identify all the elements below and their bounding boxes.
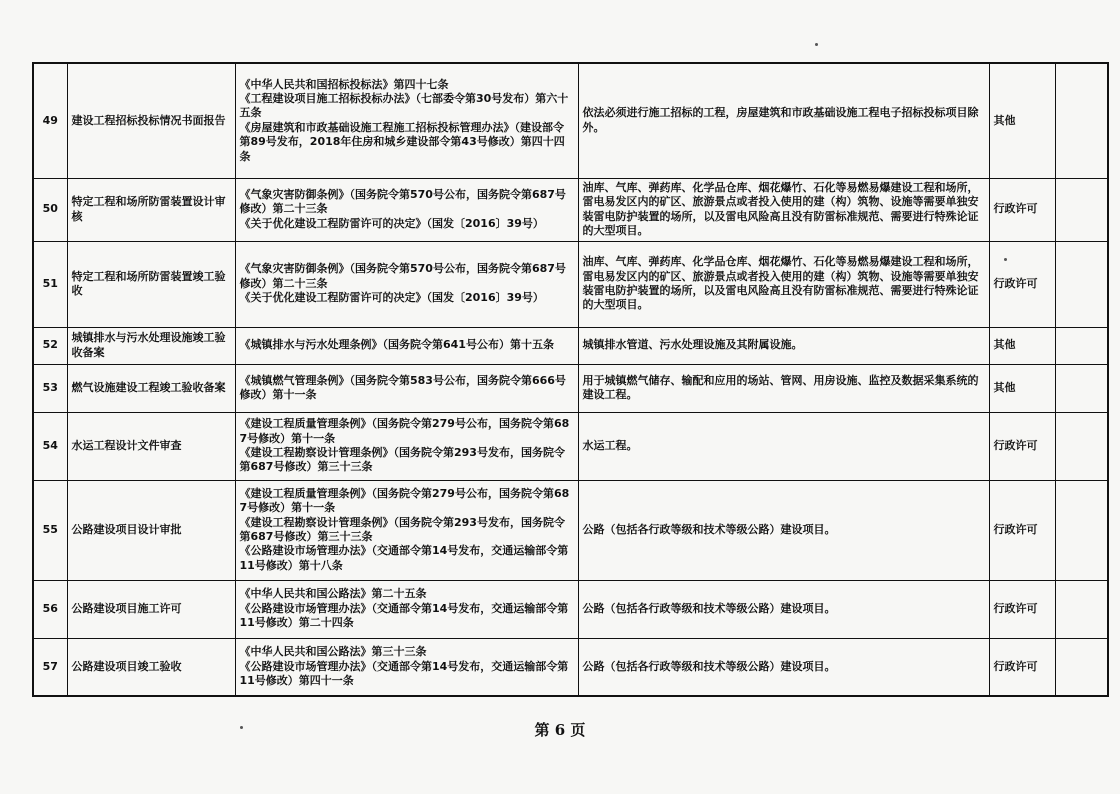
row-number-cell: 53 [33, 364, 67, 412]
legal-basis-line: 《建设工程勘察设计管理条例》（国务院令第293号发布，国务院令第687号修改）第三十三条 [239, 515, 565, 543]
legal-basis-line: 《城镇排水与污水处理条例》（国务院令第641号公布）第十五条 [239, 338, 554, 352]
legal-basis-line: 《中华人民共和国公路法》第二十五条 [239, 587, 427, 601]
applicable-scope-cell: 城镇排水管道、污水处理设施及其附属设施。 [578, 327, 989, 364]
table-row [33, 480, 1108, 580]
item-type-cell: 行政许可 [989, 638, 1055, 696]
legal-basis-cell [235, 580, 578, 638]
applicable-scope-cell: 油库、气库、弹药库、化学品仓库、烟花爆竹、石化等易燃易爆建设工程和场所，雷电易发区内的矿区、旅游景点或者投入使用的建（构）筑物、设施等需要单独安装雷电防护装置的场所，以及雷电风险高且没有防雷标准规范、需要进行特殊论证的大型项目。 [578, 241, 989, 327]
applicable-scope-cell: 用于城镇燃气储存、输配和应用的场站、管网、用房设施、监控及数据采集系统的建设工程。 [578, 364, 989, 412]
item-name-cell: 城镇排水与污水处理设施竣工验收备案 [67, 327, 235, 364]
item-name-cell: 燃气设施建设工程竣工验收备案 [67, 364, 235, 412]
row-number-cell: 50 [33, 178, 67, 241]
remark-cell [1055, 327, 1108, 364]
item-type-cell: 行政许可 [989, 178, 1055, 241]
table-row [33, 364, 1108, 412]
table-row [33, 63, 1108, 178]
legal-basis-line: 《工程建设项目施工招标投标办法》（七部委令第30号发布）第六十五条 [239, 91, 569, 120]
item-name-cell: 特定工程和场所防雷装置竣工验收 [67, 241, 235, 327]
legal-basis-line: 《关于优化建设工程防雷许可的决定》（国发〔2016〕39号） [239, 216, 544, 230]
legal-basis-cell [235, 638, 578, 696]
legal-basis-line: 《建设工程质量管理条例》（国务院令第279号公布，国务院令第687号修改）第十一条 [239, 417, 570, 445]
table-row [33, 412, 1108, 480]
page-number: 第 6 页 [534, 721, 586, 739]
table-body [33, 63, 1108, 696]
item-type-cell: 行政许可 [989, 580, 1055, 638]
item-type-cell: 其他 [989, 364, 1055, 412]
item-table [32, 62, 1109, 697]
table-row [33, 638, 1108, 696]
legal-basis-cell [235, 327, 578, 364]
remark-cell [1055, 178, 1108, 241]
legal-basis-line: 《房屋建筑和市政基础设施工程施工招标投标管理办法》（建设部令第89号发布，2018年住房和城乡建设部令第43号修改）第四十四条 [239, 120, 565, 163]
remark-cell [1055, 63, 1108, 178]
item-type-cell: 行政许可 [989, 241, 1055, 327]
item-name-cell: 公路建设项目施工许可 [67, 580, 235, 638]
table-row [33, 580, 1108, 638]
row-number-cell: 56 [33, 580, 67, 638]
legal-basis-line: 《关于优化建设工程防雷许可的决定》（国发〔2016〕39号） [239, 291, 544, 305]
item-name-cell: 特定工程和场所防雷装置设计审核 [67, 178, 235, 241]
legal-basis-line: 《公路建设市场管理办法》（交通部令第14号发布，交通运输部令第11号修改）第十八条 [239, 544, 569, 572]
legal-basis-line: 《中华人民共和国公路法》第三十三条 [239, 645, 427, 659]
legal-basis-line: 《建设工程勘察设计管理条例》（国务院令第293号发布，国务院令第687号修改）第三十三条 [239, 446, 565, 474]
remark-cell [1055, 480, 1108, 580]
item-name-cell: 公路建设项目竣工验收 [67, 638, 235, 696]
item-name-cell: 建设工程招标投标情况书面报告 [67, 63, 235, 178]
legal-basis-line: 《公路建设市场管理办法》（交通部令第14号发布，交通运输部令第11号修改）第四十一条 [239, 659, 569, 687]
legal-basis-cell [235, 241, 578, 327]
legal-basis-cell [235, 63, 578, 178]
legal-basis-line: 《气象灾害防御条例》（国务院令第570号公布，国务院令第687号修改）第二十三条 [239, 262, 566, 290]
legal-basis-line: 《中华人民共和国招标投标法》第四十七条 [239, 77, 449, 91]
legal-basis-cell [235, 480, 578, 580]
item-name-cell: 公路建设项目设计审批 [67, 480, 235, 580]
row-number-cell: 54 [33, 412, 67, 480]
applicable-scope-cell: 依法必须进行施工招标的工程，房屋建筑和市政基础设施工程电子招标投标项目除外。 [578, 63, 989, 178]
legal-basis-cell [235, 364, 578, 412]
row-number-cell: 49 [33, 63, 67, 178]
item-type-cell: 其他 [989, 63, 1055, 178]
table-row [33, 178, 1108, 241]
row-number-cell: 51 [33, 241, 67, 327]
row-number-cell: 52 [33, 327, 67, 364]
applicable-scope-cell: 公路（包括各行政等级和技术等级公路）建设项目。 [578, 638, 989, 696]
legal-basis-line: 《公路建设市场管理办法》（交通部令第14号发布，交通运输部令第11号修改）第二十四条 [239, 601, 569, 630]
item-type-cell: 行政许可 [989, 480, 1055, 580]
item-type-cell: 行政许可 [989, 412, 1055, 480]
row-number-cell: 55 [33, 480, 67, 580]
remark-cell [1055, 638, 1108, 696]
remark-cell [1055, 580, 1108, 638]
applicable-scope-cell: 公路（包括各行政等级和技术等级公路）建设项目。 [578, 480, 989, 580]
remark-cell [1055, 241, 1108, 327]
remark-cell [1055, 412, 1108, 480]
table-row [33, 241, 1108, 327]
legal-basis-line: 《城镇燃气管理条例》（国务院令第583号公布，国务院令第666号修改）第十一条 [239, 373, 566, 401]
row-number-cell: 57 [33, 638, 67, 696]
legal-basis-cell [235, 412, 578, 480]
table-row [33, 327, 1108, 364]
legal-basis-line: 《气象灾害防御条例》（国务院令第570号公布，国务院令第687号修改）第二十三条 [239, 187, 566, 216]
item-type-cell: 其他 [989, 327, 1055, 364]
scan-dust-mark [815, 43, 818, 46]
legal-basis-line: 《建设工程质量管理条例》（国务院令第279号公布，国务院令第687号修改）第十一条 [239, 486, 570, 515]
legal-basis-cell [235, 178, 578, 241]
item-name-cell: 水运工程设计文件审查 [67, 412, 235, 480]
remark-cell [1055, 364, 1108, 412]
applicable-scope-cell: 油库、气库、弹药库、化学品仓库、烟花爆竹、石化等易燃易爆建设工程和场所，雷电易发区内的矿区、旅游景点或者投入使用的建（构）筑物、设施等需要单独安装雷电防护装置的场所，以及雷电风险高且没有防雷标准规范、需要进行特殊论证的大型项目。 [578, 178, 989, 241]
applicable-scope-cell: 水运工程。 [578, 412, 989, 480]
applicable-scope-cell: 公路（包括各行政等级和技术等级公路）建设项目。 [578, 580, 989, 638]
